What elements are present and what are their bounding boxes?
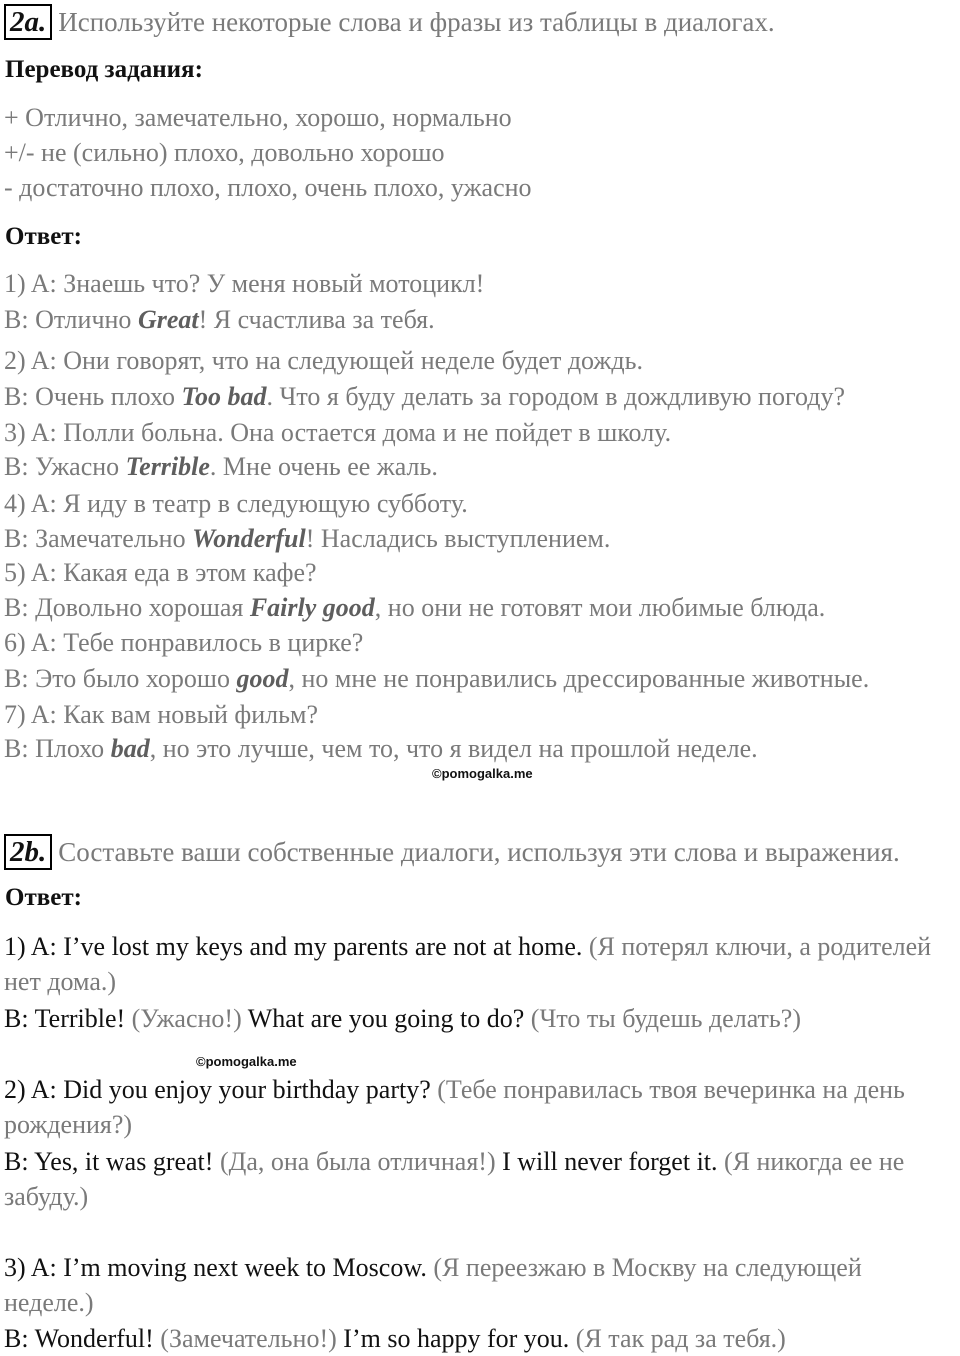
dialogue-2b-1-b-en1: B: Terrible!	[4, 1004, 126, 1033]
answer-heading-2b: Ответ:	[5, 884, 82, 911]
dialogue-3-b-rest: . Мне очень ее жаль.	[209, 452, 438, 481]
dialogue-2-a: 2) A: Они говорят, что на следующей неделе будет дождь.	[4, 346, 643, 375]
dialogue-6-a: 6) A: Тебе понравилось в цирке?	[4, 628, 364, 657]
dialogue-2-b	[4, 382, 845, 412]
dialogue-5-b-rest: , но они не готовят мои любимые блюда.	[374, 593, 826, 622]
dialogue-6-b	[4, 664, 869, 694]
dialogue-1-b-rest: ! Я счастлива за тебя.	[198, 305, 435, 334]
dialogue-1-a: 1) A: Знаешь что? У меня новый мотоцикл!	[4, 269, 485, 298]
translation-line-3: - достаточно плохо, плохо, очень плохо, ужасно	[4, 173, 532, 202]
watermark-2: ©pomogalka.me	[196, 1054, 297, 1069]
dialogue-5-b	[4, 593, 825, 623]
dialogue-2b-3-a-en: 3) A: I’m moving next week to Moscow.	[4, 1253, 427, 1282]
dialogue-2b-3-a-ru: (Я переезжаю в Москву на следующей неделе.)	[4, 1253, 862, 1317]
dialogue-2b-3-b-ru1: (Замечательно!)	[160, 1324, 337, 1353]
dialogue-2b-2-a	[4, 1072, 956, 1142]
answer-heading-2a: Ответ:	[5, 223, 82, 250]
dialogue-4-b	[4, 524, 610, 554]
dialogue-2-b-text: B: Очень плохо	[4, 382, 182, 411]
dialogue-4-b-keyword: Wonderful	[192, 524, 306, 553]
dialogue-2b-3-b	[4, 1321, 956, 1356]
dialogue-2-b-keyword: Too bad	[181, 382, 267, 411]
dialogue-7-b	[4, 734, 758, 764]
dialogue-2b-1-b-ru2: (Что ты будешь делать?)	[530, 1004, 801, 1033]
dialogue-5-b-text: B: Довольно хорошая	[4, 593, 250, 622]
dialogue-7-b-text: B: Плохо	[4, 734, 111, 763]
dialogue-2b-2-b-ru2: (Я никогда ее не забуду.)	[4, 1147, 905, 1211]
task-2b-label: 2b.	[4, 834, 52, 870]
dialogue-7-a: 7) A: Как вам новый фильм?	[4, 700, 318, 729]
translation-line-2: +/- не (сильно) плохо, довольно хорошо	[4, 138, 445, 167]
dialogue-4-b-text: B: Замечательно	[4, 524, 193, 553]
dialogue-6-b-keyword: good	[236, 664, 289, 693]
dialogue-2b-1-b-en2: What are you going to do?	[247, 1004, 525, 1033]
dialogue-5-b-keyword: Fairly good	[249, 593, 375, 622]
dialogue-2-b-rest: . Что я буду делать за городом в дождливую погоду?	[266, 382, 845, 411]
task-2b-instruction: Составьте ваши собственные диалоги, используя эти слова и выражения.	[58, 836, 900, 867]
dialogue-2b-2-b-ru1: (Да, она была отличная!)	[219, 1147, 496, 1176]
dialogue-2b-1-a-en: 1) A: I’ve lost my keys and my parents are not at home.	[4, 932, 583, 961]
task-2a-header	[4, 4, 775, 40]
task-2a-label: 2a.	[4, 4, 52, 40]
dialogue-6-b-text: B: Это было хорошо	[4, 664, 237, 693]
dialogue-2b-2-b-en2: I will never forget it.	[502, 1147, 718, 1176]
dialogue-1-b-text: B: Отлично	[4, 305, 138, 334]
task-2b-header	[4, 834, 900, 870]
dialogue-2b-1-a	[4, 929, 956, 999]
dialogue-2b-2-a-ru: (Тебе понравилась твоя вечеринка на день рождения?)	[4, 1075, 905, 1139]
dialogue-2b-1-b-ru1: (Ужасно!)	[131, 1004, 242, 1033]
dialogue-1-b	[4, 305, 435, 335]
dialogue-5-a: 5) A: Какая еда в этом кафе?	[4, 558, 317, 587]
dialogue-2b-3-b-en2: I’m so happy for you.	[343, 1324, 570, 1353]
dialogue-2b-1-b	[4, 1001, 956, 1036]
dialogue-3-b-text: B: Ужасно	[4, 452, 126, 481]
dialogue-2b-3-a	[4, 1250, 956, 1320]
dialogue-7-b-rest: , но это лучше, чем то, что я видел на прошлой неделе.	[149, 734, 758, 763]
dialogue-2b-3-b-ru2: (Я так рад за тебя.)	[575, 1324, 786, 1353]
translation-heading: Перевод задания:	[5, 56, 203, 83]
translation-line-1: + Отлично, замечательно, хорошо, нормально	[4, 103, 512, 132]
dialogue-3-a: 3) A: Полли больна. Она остается дома и не пойдет в школу.	[4, 418, 672, 447]
dialogue-2b-2-b	[4, 1144, 956, 1214]
dialogue-2b-1-a-ru: (Я потерял ключи, а родителей нет дома.)	[4, 932, 932, 996]
task-2a-instruction: Используйте некоторые слова и фразы из таблицы в диалогах.	[58, 6, 775, 37]
dialogue-2b-3-b-en1: B: Wonderful!	[4, 1324, 154, 1353]
dialogue-3-b-keyword: Terrible	[125, 452, 210, 481]
dialogue-1-b-keyword: Great	[137, 305, 199, 334]
dialogue-4-a: 4) A: Я иду в театр в следующую субботу.	[4, 489, 468, 518]
dialogue-2b-2-a-en: 2) A: Did you enjoy your birthday party?	[4, 1075, 431, 1104]
dialogue-4-b-rest: ! Насладись выступлением.	[305, 524, 611, 553]
watermark: ©pomogalka.me	[432, 766, 533, 781]
dialogue-6-b-rest: , но мне не понравились дрессированные животные.	[288, 664, 870, 693]
dialogue-7-b-keyword: bad	[110, 734, 150, 763]
dialogue-2b-2-b-en1: B: Yes, it was great!	[4, 1147, 214, 1176]
dialogue-3-b	[4, 452, 438, 482]
